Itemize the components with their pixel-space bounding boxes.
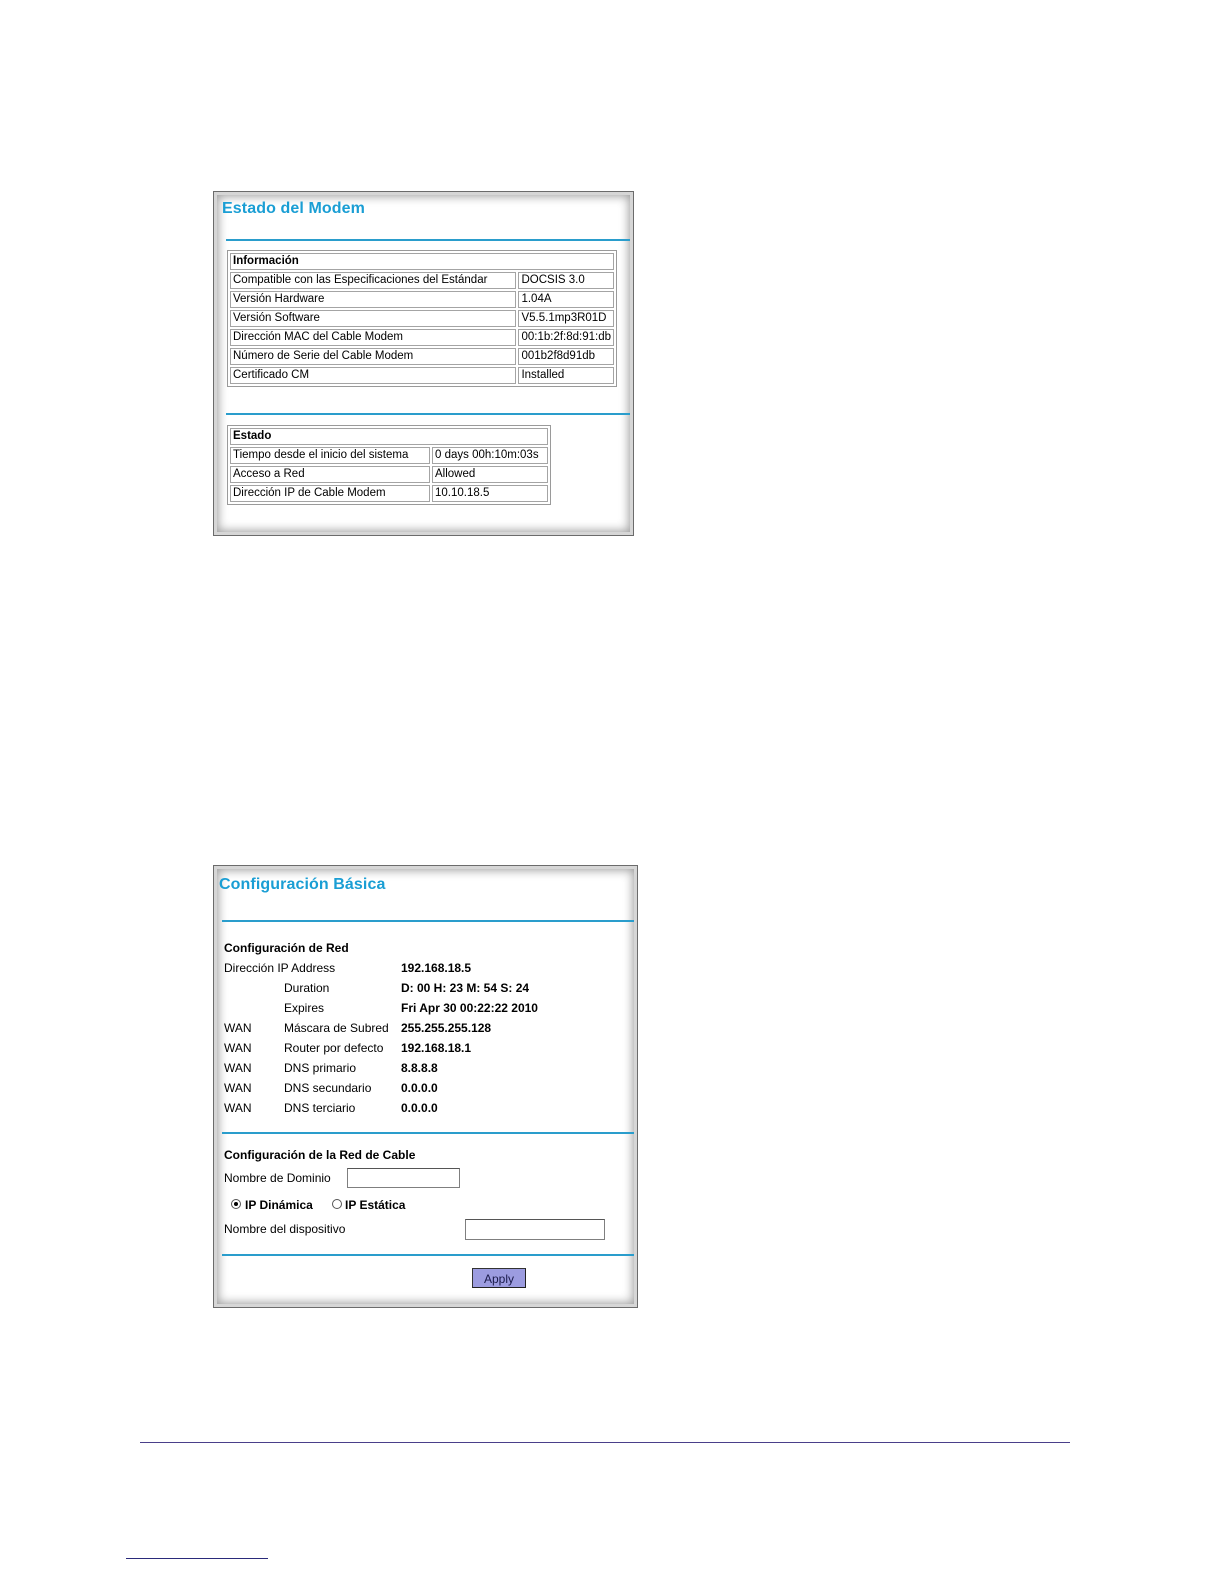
subnet-mask-value: 255.255.255.128 xyxy=(401,1021,492,1035)
section-divider xyxy=(222,1254,634,1256)
wan-prefix: WAN xyxy=(224,1081,252,1095)
table-row xyxy=(230,367,614,384)
dynamic-ip-radio[interactable] xyxy=(231,1199,241,1209)
secondary-dns-label: DNS secundario xyxy=(284,1081,372,1095)
info-label: Certificado CM xyxy=(230,367,516,384)
status-table xyxy=(227,425,551,505)
info-table-header-row xyxy=(230,253,614,270)
expires-value: Fri Apr 30 00:22:22 2010 xyxy=(401,1001,538,1015)
ip-address-label: Dirección IP Address xyxy=(224,961,336,975)
default-router-value: 192.168.18.1 xyxy=(401,1041,472,1055)
duration-label: Duration xyxy=(284,981,330,995)
modem-status-panel xyxy=(213,191,634,536)
network-config-header: Configuración de Red xyxy=(224,941,349,955)
default-router-label: Router por defecto xyxy=(284,1041,384,1055)
section-divider xyxy=(222,1132,634,1134)
ip-address-value: 192.168.18.5 xyxy=(401,961,472,975)
expires-label: Expires xyxy=(284,1001,325,1015)
wan-prefix: WAN xyxy=(224,1101,252,1115)
apply-button[interactable]: Apply xyxy=(472,1268,526,1288)
table-row xyxy=(230,447,548,464)
duration-value: D: 00 H: 23 M: 54 S: 24 xyxy=(401,981,530,995)
wan-prefix: WAN xyxy=(224,1061,252,1075)
title-divider xyxy=(222,920,634,922)
table-row xyxy=(230,485,548,502)
table-row xyxy=(230,310,614,327)
info-value: Installed xyxy=(518,367,614,384)
wan-prefix: WAN xyxy=(224,1041,252,1055)
info-header: Información xyxy=(230,253,614,270)
static-ip-radio[interactable] xyxy=(332,1199,342,1209)
info-label: Versión Software xyxy=(230,310,516,327)
basic-config-panel xyxy=(213,865,638,1308)
info-label: Compatible con las Especificaciones del Estándar xyxy=(230,272,516,289)
wan-prefix: WAN xyxy=(224,1021,252,1035)
footer-link-underline xyxy=(126,1558,268,1559)
info-value: 001b2f8d91db xyxy=(518,348,614,365)
primary-dns-label: DNS primario xyxy=(284,1061,357,1075)
info-value: 00:1b:2f:8d:91:db xyxy=(518,329,614,346)
device-name-label: Nombre del dispositivo xyxy=(224,1222,346,1236)
table-row xyxy=(230,291,614,308)
primary-dns-value: 8.8.8.8 xyxy=(401,1061,438,1075)
info-value: V5.5.1mp3R01D xyxy=(518,310,614,327)
domain-name-label: Nombre de Dominio xyxy=(224,1171,331,1185)
status-header: Estado xyxy=(230,428,548,445)
status-label: Dirección IP de Cable Modem xyxy=(230,485,430,502)
static-ip-label[interactable]: IP Estática xyxy=(345,1198,406,1212)
table-row xyxy=(230,329,614,346)
info-label: Versión Hardware xyxy=(230,291,516,308)
status-value: 10.10.18.5 xyxy=(432,485,548,502)
cable-network-header: Configuración de la Red de Cable xyxy=(224,1148,416,1162)
dynamic-ip-label[interactable]: IP Dinámica xyxy=(245,1198,313,1212)
table-row xyxy=(230,272,614,289)
tertiary-dns-label: DNS terciario xyxy=(284,1101,356,1115)
status-label: Acceso a Red xyxy=(230,466,430,483)
table-row xyxy=(230,348,614,365)
status-table-header-row xyxy=(230,428,548,445)
info-label: Dirección MAC del Cable Modem xyxy=(230,329,516,346)
tertiary-dns-value: 0.0.0.0 xyxy=(401,1101,438,1115)
basic-config-title: Configuración Básica xyxy=(219,876,386,893)
info-value: DOCSIS 3.0 xyxy=(518,272,614,289)
domain-name-input[interactable] xyxy=(347,1168,460,1188)
info-value: 1.04A xyxy=(518,291,614,308)
status-label: Tiempo desde el inicio del sistema xyxy=(230,447,430,464)
info-table xyxy=(227,250,617,387)
info-label: Número de Serie del Cable Modem xyxy=(230,348,516,365)
subnet-mask-label: Máscara de Subred xyxy=(284,1021,389,1035)
status-value: 0 days 00h:10m:03s xyxy=(432,447,548,464)
table-row xyxy=(230,466,548,483)
secondary-dns-value: 0.0.0.0 xyxy=(401,1081,438,1095)
device-name-input[interactable] xyxy=(465,1219,605,1240)
footer-rule xyxy=(140,1442,1070,1443)
status-value: Allowed xyxy=(432,466,548,483)
modem-status-title: Estado del Modem xyxy=(222,200,365,217)
section-divider xyxy=(226,413,630,415)
title-divider xyxy=(226,239,630,241)
